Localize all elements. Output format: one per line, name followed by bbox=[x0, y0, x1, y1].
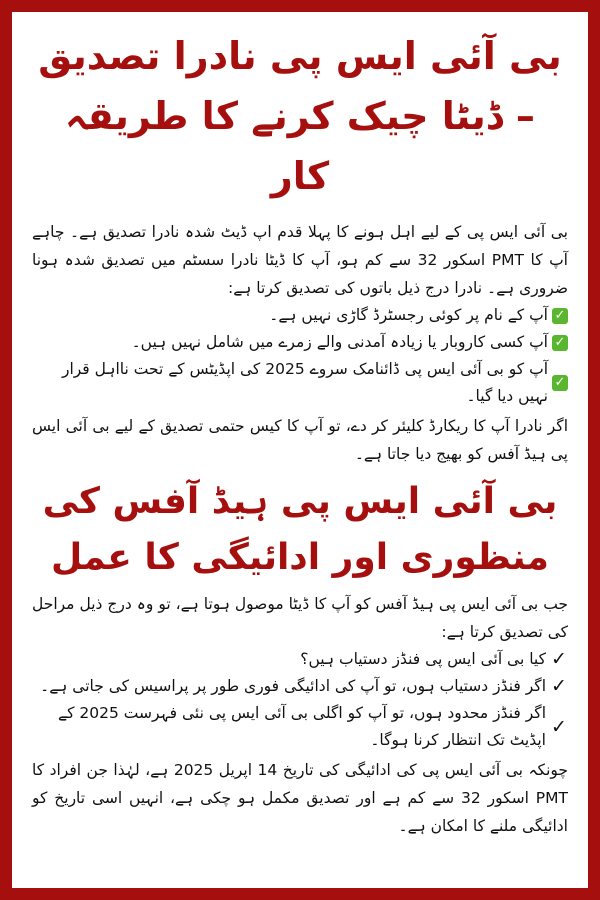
after-checks-paragraph: اگر نادرا آپ کا ریکارڈ کلیئر کر دے، تو آپ کا کیس حتمی تصدیق کے لیے بی آئی ایس پی ہیڈ آفس کو بھیج دیا جاتا ہے۔ bbox=[32, 417, 568, 463]
step-item-text: کیا بی آئی ایس پی فنڈز دستیاب ہیں؟ bbox=[300, 650, 546, 668]
check-box-icon: ✓ bbox=[552, 335, 568, 351]
page-title: بی آئی ایس پی نادرا تصدیق – ڈیٹا چیک کرنے کا طریقہ کار bbox=[38, 34, 562, 198]
check-mark-icon: ✓ bbox=[551, 715, 567, 738]
check-item bbox=[32, 302, 568, 329]
section-intro-paragraph: جب بی آئی ایس پی ہیڈ آفس کو آپ کا ڈیٹا موصول ہوتا ہے، تو وہ درج ذیل مراحل کی تصدیق کرتا ہے: bbox=[32, 595, 568, 641]
step-item bbox=[32, 700, 568, 754]
article bbox=[12, 12, 588, 888]
approval-step-list bbox=[32, 646, 568, 754]
step-item-text: اگر فنڈز دستیاب ہوں، تو آپ کی ادائیگی فوری طور پر پراسیس کی جاتی ہے۔ bbox=[40, 677, 546, 695]
section-title: بی آئی ایس پی ہیڈ آفس کی منظوری اور ادائیگی کا عمل bbox=[42, 481, 558, 578]
check-item-text: آپ کو بی آئی ایس پی ڈائنامک سروے 2025 کی اپڈیٹس کے تحت نااہل قرار نہیں دیا گیا۔ bbox=[61, 360, 548, 405]
check-box-icon: ✓ bbox=[552, 375, 568, 391]
intro-paragraph: بی آئی ایس پی کے لیے اہل ہونے کا پہلا قدم اپ ڈیٹ شدہ نادرا تصدیق ہے۔ چاہے آپ کا PMT اسکور 32 سے کم ہو، آپ کا ڈیٹا نادرا سسٹم میں تصدیق شدہ ہونا ضروری ہے۔ نادرا درج ذیل باتوں کی تصدیق کرتا ہے: bbox=[32, 223, 568, 297]
check-item bbox=[32, 329, 568, 356]
check-mark-icon: ✓ bbox=[551, 648, 567, 670]
check-item bbox=[32, 356, 568, 410]
check-item-text: آپ کسی کاروبار یا زیادہ آمدنی والے زمرے میں شامل نہیں ہیں۔ bbox=[131, 333, 548, 351]
check-box-icon: ✓ bbox=[552, 308, 568, 324]
check-item-text: آپ کے نام پر کوئی رجسٹرڈ گاڑی نہیں ہے۔ bbox=[269, 306, 548, 324]
check-mark-icon: ✓ bbox=[551, 675, 567, 697]
nadra-check-list bbox=[32, 302, 568, 410]
closing-paragraph: چونکہ بی آئی ایس پی کی ادائیگی کی تاریخ 14 اپریل 2025 ہے، لہٰذا جن افراد کا PMT اسکور 32 سے کم ہے اور تصدیق مکمل ہو چکی ہے، انہیں اسی تاریخ کو ادائیگی ملنے کا امکان ہے۔ bbox=[32, 761, 568, 835]
step-item-text: اگر فنڈز محدود ہوں، تو آپ کو اگلی بی آئی ایس پی نئی فہرست 2025 کے اپڈیٹ تک انتظار کرنا ہوگا۔ bbox=[58, 704, 546, 749]
step-item bbox=[32, 646, 568, 673]
step-item bbox=[32, 673, 568, 700]
